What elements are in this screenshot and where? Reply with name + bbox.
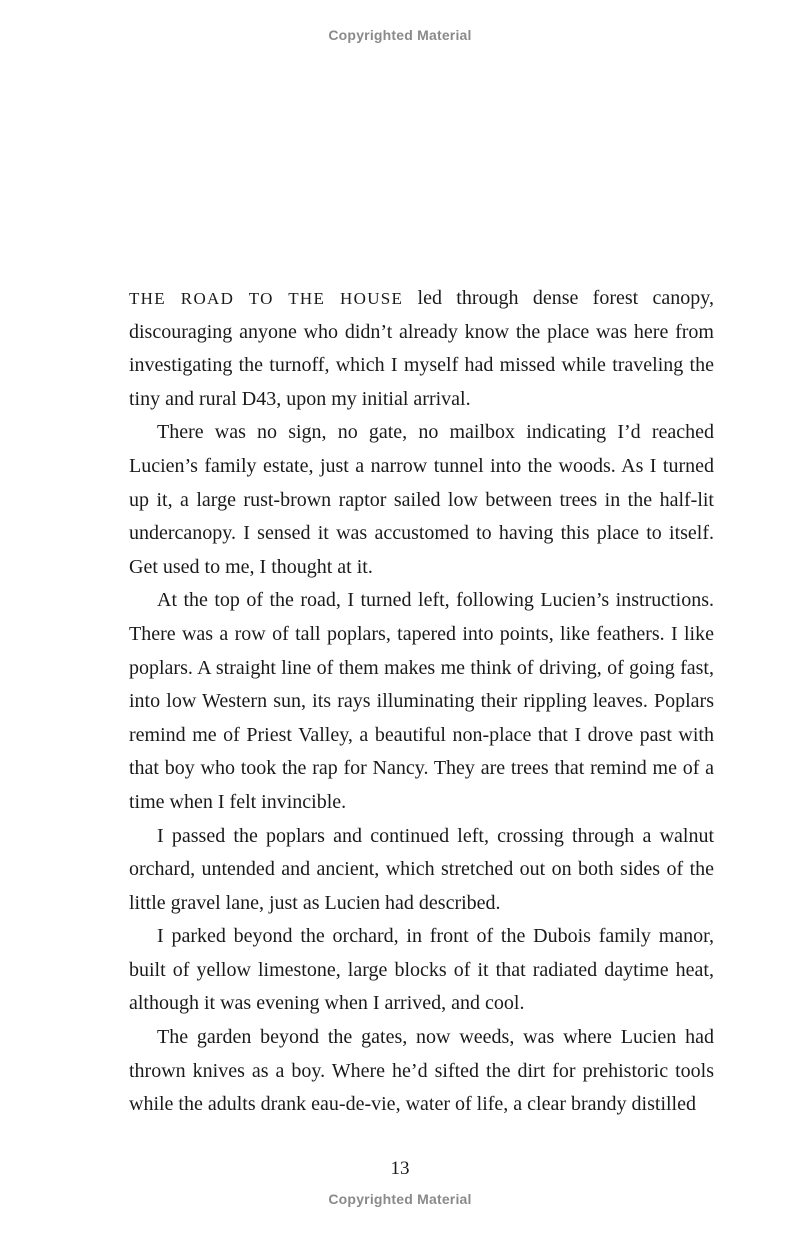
paragraph-1-text: led through dense forest canopy, discouraging anyone who didn’t already know the place was here from investigating the turnoff, which I myself had missed while traveling the tiny and rural D43, upon my initial arrival. [129, 287, 714, 410]
opening-small-caps: THE ROAD TO THE HOUSE [129, 289, 404, 308]
paragraph-5: I parked beyond the orchard, in front of the Dubois family manor, built of yellow limestone, large blocks of it that radiated daytime heat, although it was evening when I arrived, and cool. [129, 925, 714, 1015]
paragraph-2: There was no sign, no gate, no mailbox indicating I’d reached Lucien’s family estate, just a narrow tunnel into the woods. As I turned up it, a large rust-brown raptor sailed low between trees in the half-lit undercanopy. I sensed it was accustomed to having this place to itself. Get used to me, I thought at it. [129, 421, 714, 578]
page-number: 13 [390, 1158, 410, 1179]
paragraph-3: At the top of the road, I turned left, following Lucien’s instructions. There was a row of tall poplars, tapered into points, like feathers. I like poplars. A straight line of them makes me think of driving, of going fast, into low Western sun, its rays illuminating their rippling leaves. Poplars remind me of Priest Valley, a beautiful non-place that I drove past with that boy who took the rap for Nancy. They are trees that remind me of a time when I felt invincible. [129, 589, 714, 813]
copyright-watermark-bottom: Copyrighted Material [328, 1191, 472, 1207]
body-text [129, 282, 714, 1122]
copyright-watermark-top: Copyrighted Material [328, 27, 472, 43]
paragraph-4: I passed the poplars and continued left, crossing through a walnut orchard, untended and ancient, which stretched out on both sides of the little gravel lane, just as Lucien had described. [129, 824, 714, 914]
paragraph-6: The garden beyond the gates, now weeds, was where Lucien had thrown knives as a boy. Where he’d sifted the dirt for prehistoric tools while the adults drank eau-de-vie, water of life, a clear brandy distilled [129, 1026, 714, 1116]
paragraph-1 [129, 282, 714, 416]
